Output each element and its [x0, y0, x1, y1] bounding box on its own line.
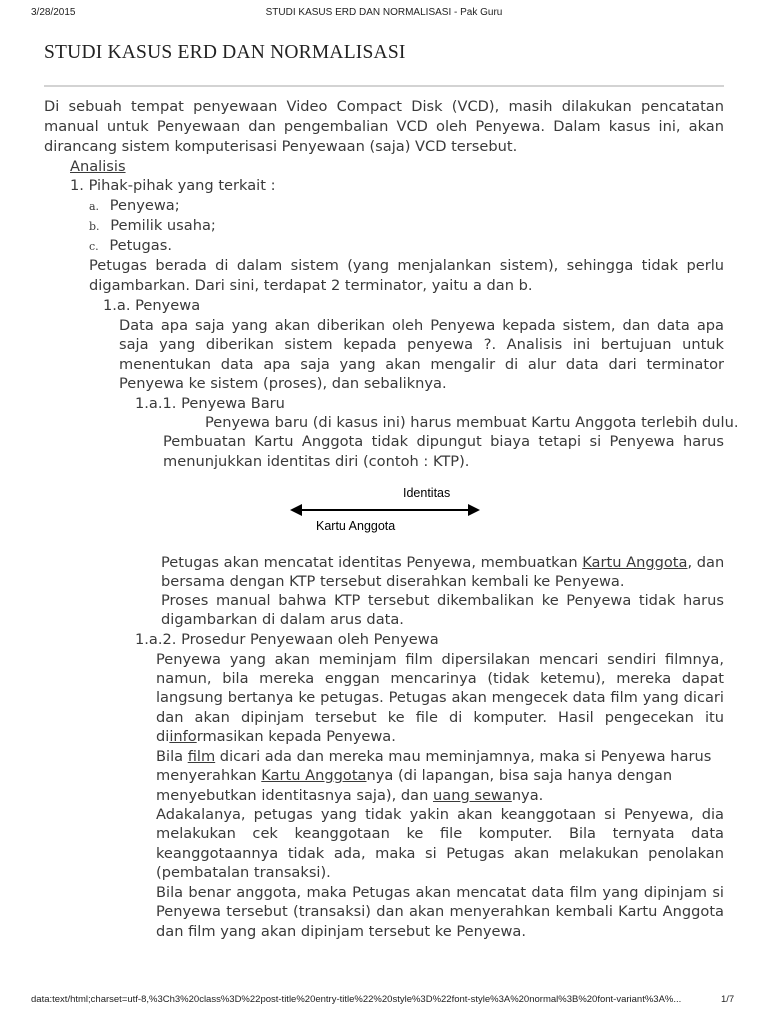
para-1a-line-2: saja yang diberikan sistem kepada penyewa ?. Analisis ini bertujuan untuk [119, 336, 724, 353]
party-item [89, 217, 216, 236]
para-1a2-c-line-3: keanggotaannya tidak ada, maka si Petugas akan melakukan penolakan [156, 845, 724, 862]
para-1a2-b-line-1: Bila film dicari ada dan mereka mau meminjamnya, maka si Penyewa harus [156, 748, 712, 765]
list-marker: a. [89, 200, 100, 213]
petugas-line-1: Petugas berada di dalam sistem (yang menjalankan sistem), sehingga tidak perlu [89, 257, 724, 274]
para-1a2-c-line-4: (pembatalan transaksi). [156, 864, 331, 881]
after-diagram-line-3: Proses manual bahwa KTP tersebut dikembalikan ke Penyewa tidak harus [161, 592, 724, 609]
print-page-title: STUDI KASUS ERD DAN NORMALISASI - Pak Guru [265, 7, 503, 18]
print-date: 3/28/2015 [31, 7, 76, 18]
title-divider [44, 85, 724, 87]
party-text: Pemilik usaha; [110, 217, 216, 234]
info-link[interactable]: info [169, 728, 197, 745]
analisis-heading: Analisis [70, 158, 126, 175]
after-diagram-line-4: digambarkan di dalam arus data. [161, 611, 404, 628]
subheading-1a1: 1.a.1. Penyewa Baru [135, 395, 285, 412]
after-diagram-line-2: bersama dengan KTP tersebut diserahkan kembali ke Penyewa. [161, 573, 625, 590]
para-1a2-a-line-5: diinformasikan kepada Penyewa. [156, 728, 396, 745]
film-link[interactable]: film [187, 748, 216, 765]
para-1a2-a-line-3: langsung bertanya ke petugas. Petugas akan mengecek data film yang dicari [156, 689, 724, 706]
party-text: Petugas. [109, 237, 172, 254]
para-1a2-b-line-3: menyebutkan identitasnya saja), dan uang sewanya. [156, 787, 544, 804]
list-marker: b. [89, 220, 100, 233]
party-item [89, 237, 172, 256]
para-1a2-c-line-1: Adakalanya, petugas yang tidak yakin akan keanggotaan si Penyewa, dia [156, 806, 724, 823]
double-arrow-icon [290, 503, 480, 517]
para-1a2-d-line-2: Penyewa tersebut (transaksi) dan akan menyerahkan kembali Kartu Anggota [156, 903, 724, 920]
intro-line-1: Di sebuah tempat penyewaan Video Compact Disk (VCD), masih dilakukan pencatatan [44, 98, 724, 115]
uang-sewa-link[interactable]: uang sewa [433, 787, 512, 804]
para-1a2-a-line-1: Penyewa yang akan meminjam film dipersilakan mencari sendiri filmnya, [156, 651, 724, 668]
para-1a-line-4: Penyewa ke sistem (proses), dan sebaliknya. [119, 375, 447, 392]
para-1a2-b-line-2: menyerahkan Kartu Anggotanya (di lapangan, bisa saja hanya dengan [156, 767, 673, 784]
diagram-label-kartu-anggota: Kartu Anggota [316, 519, 396, 533]
para-1a1-line-1: Penyewa baru (di kasus ini) harus membuat Kartu Anggota terlebih dulu. [205, 414, 739, 431]
para-1a-line-1: Data apa saja yang akan diberikan oleh Penyewa kepada sistem, dan data apa [119, 317, 724, 334]
intro-line-2: manual untuk Penyewaan dan pengembalian VCD oleh Penyewa. Dalam kasus ini, akan [44, 118, 724, 135]
para-1a2-d-line-1: Bila benar anggota, maka Petugas akan mencatat data film yang dipinjam si [156, 884, 724, 901]
kartu-anggota-link[interactable]: Kartu Anggota [261, 767, 367, 784]
after-diagram-line-1: Petugas akan mencatat identitas Penyewa, membuatkan Kartu Anggota, dan [161, 554, 725, 571]
intro-line-3: dirancang sistem komputerisasi Penyewaan (saja) VCD tersebut. [44, 138, 518, 155]
item-1-heading: 1. Pihak-pihak yang terkait : [70, 177, 276, 194]
petugas-line-2: digambarkan. Dari sini, terdapat 2 terminator, yaitu a dan b. [89, 277, 533, 294]
para-1a2-d-line-3: dan film yang akan dipinjam tersebut ke Penyewa. [156, 923, 526, 940]
para-1a2-a-line-4: dan akan dipinjam tersebut ke file di komputer. Hasil pengecekan itu [156, 709, 724, 726]
party-item [89, 197, 180, 216]
diagram-label-identitas: Identitas [403, 486, 451, 500]
para-1a-line-3: menentukan data apa saja yang akan mengalir di alur data dari terminator [119, 356, 724, 373]
para-1a1-line-3: menunjukkan identitas diri (contoh : KTP). [163, 453, 470, 470]
print-url: data:text/html;charset=utf-8,%3Ch3%20class%3D%22post-title%20entry-title%22%20style%3D%22font-style%3A%20normal%3B%20font-variant%3A%... [31, 994, 682, 1005]
list-marker: c. [89, 240, 99, 253]
article-title: STUDI KASUS ERD DAN NORMALISASI [44, 42, 406, 63]
para-1a2-c-line-2: melakukan cek keanggotaan ke file komputer. Bila ternyata data [156, 825, 724, 842]
subheading-1a2: 1.a.2. Prosedur Penyewaan oleh Penyewa [135, 631, 439, 648]
kartu-anggota-link[interactable]: Kartu Anggota [582, 554, 688, 571]
print-page-number: 1/7 [721, 994, 735, 1005]
para-1a2-a-line-2: namun, bila mereka enggan mencarinya (tidak ketemu), mereka dapat [156, 670, 724, 687]
party-text: Penyewa; [109, 197, 180, 214]
para-1a1-line-2: Pembuatan Kartu Anggota tidak dipungut biaya tetapi si Penyewa harus [163, 433, 724, 450]
subheading-1a: 1.a. Penyewa [103, 297, 201, 314]
